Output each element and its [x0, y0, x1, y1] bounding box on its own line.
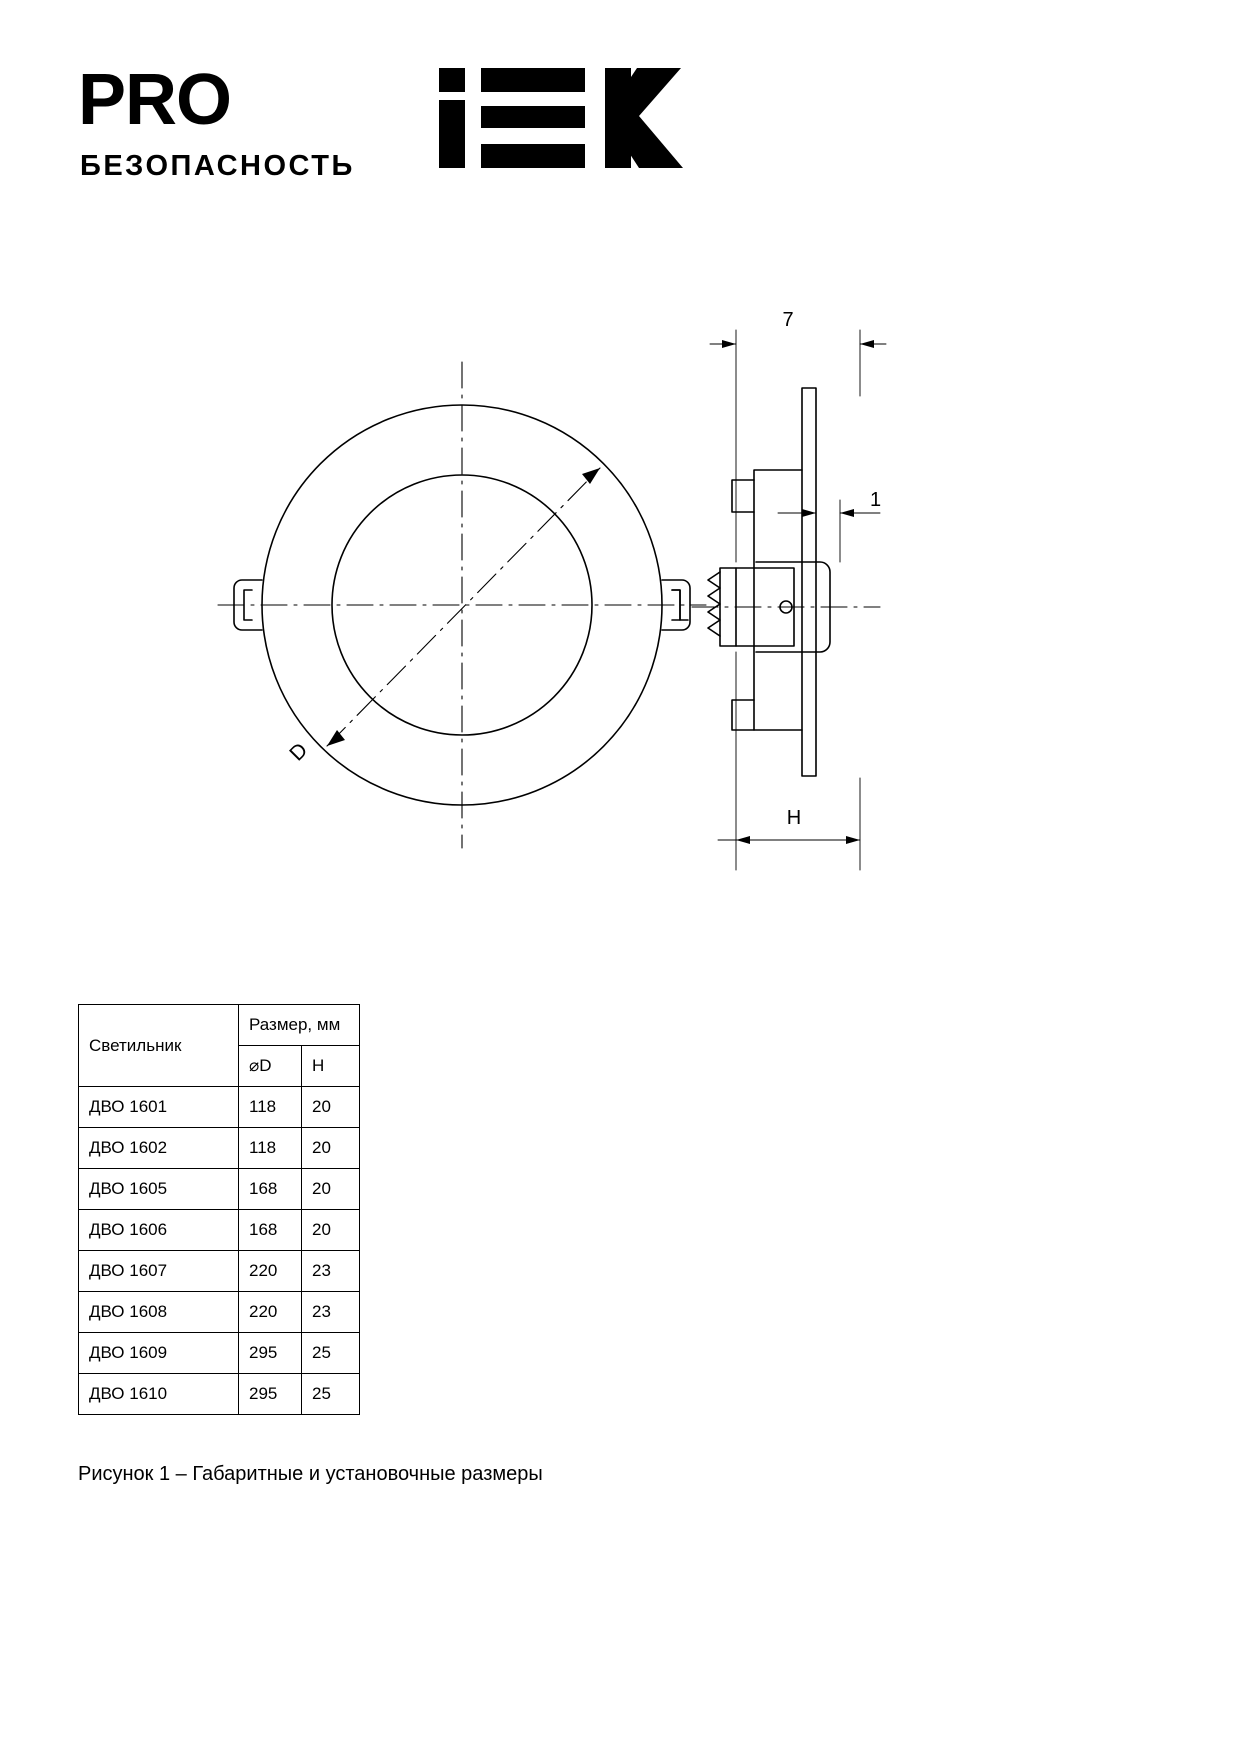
diameter-label: D [285, 738, 313, 766]
cell-diameter: 295 [239, 1374, 302, 1415]
cell-height: 25 [302, 1374, 360, 1415]
cell-diameter: 168 [239, 1210, 302, 1251]
cell-diameter: 220 [239, 1292, 302, 1333]
table-row [79, 1169, 360, 1210]
cell-diameter: 168 [239, 1169, 302, 1210]
cell-diameter: 295 [239, 1333, 302, 1374]
header-diameter: ⌀D [239, 1046, 302, 1087]
logo-pro-text: PRO [78, 60, 232, 140]
cell-diameter: 220 [239, 1251, 302, 1292]
table-row [79, 1292, 360, 1333]
cell-height: 23 [302, 1292, 360, 1333]
dimensions-table [78, 1004, 360, 1415]
cell-product: ДВО 1607 [79, 1251, 239, 1292]
table-row [79, 1210, 360, 1251]
table-row [79, 1333, 360, 1374]
table-row [79, 1128, 360, 1169]
cell-height: 25 [302, 1333, 360, 1374]
figure-caption: Рисунок 1 – Габаритные и установочные размеры [78, 1463, 543, 1485]
cell-diameter: 118 [239, 1087, 302, 1128]
thickness-1-label: 1 [870, 489, 882, 511]
cell-height: 23 [302, 1251, 360, 1292]
cell-product: ДВО 1602 [79, 1128, 239, 1169]
cell-height: 20 [302, 1210, 360, 1251]
header-product: Светильник [79, 1005, 239, 1087]
cell-product: ДВО 1605 [79, 1169, 239, 1210]
logo-subtitle-text: БЕЗОПАСНОСТЬ [80, 150, 355, 182]
cell-height: 20 [302, 1128, 360, 1169]
header-height: H [302, 1046, 360, 1087]
cell-product: ДВО 1601 [79, 1087, 239, 1128]
iek-logo-mark [433, 58, 733, 168]
table-row [79, 1251, 360, 1292]
header-size-group: Размер, мм [239, 1005, 360, 1046]
cell-height: 20 [302, 1169, 360, 1210]
cell-height: 20 [302, 1087, 360, 1128]
cell-product: ДВО 1609 [79, 1333, 239, 1374]
brand-logo [78, 62, 718, 202]
technical-drawing [180, 300, 1100, 910]
height-label: H [786, 807, 802, 829]
cell-product: ДВО 1606 [79, 1210, 239, 1251]
table-header-row [79, 1005, 360, 1046]
thickness-7-label: 7 [782, 309, 794, 331]
table-row [79, 1087, 360, 1128]
cell-product: ДВО 1610 [79, 1374, 239, 1415]
table-row [79, 1374, 360, 1415]
cell-product: ДВО 1608 [79, 1292, 239, 1333]
cell-diameter: 118 [239, 1128, 302, 1169]
